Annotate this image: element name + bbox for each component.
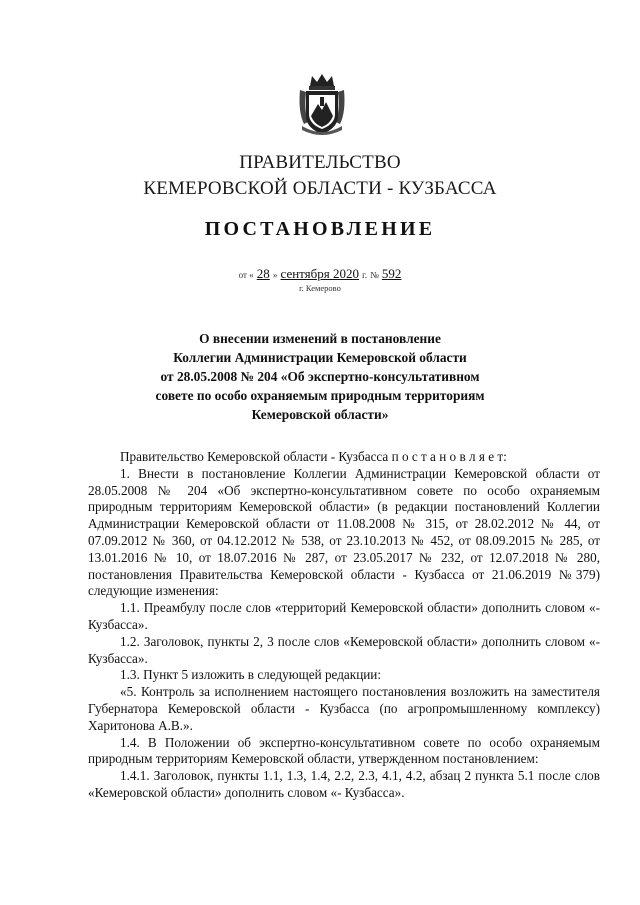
decree-number: 592 xyxy=(381,266,402,281)
paragraph: 1.2. Заголовок, пункты 2, 3 после слов «Кемеровской области» дополнить словом «- Кузбасса». xyxy=(88,633,600,666)
government-name-line1: ПРАВИТЕЛЬСТВО xyxy=(239,152,401,173)
paragraph: 1. Внести в постановление Коллегии Администрации Кемеровской области от 28.05.2008 № 204 «Об экспертно-консультативном совете по особо охраняемым природным территориям Кемеровской области» (в редакции постановлений Коллегии Администрации Кемеровской области от 11.08.2008 № 315, от 28.02.2012 № 44, от 07.09.2012 № 360, от 04.12.2012 № 538, от 23.10.2013 № 452, от 08.09.2015 № 285, от 13.01.2016 № 10, от 18.07.2016 № 287, от 23.05.2017 № 232, от 12.07.2018 № 280, постановления Правительства Кемеровской области - Кузбасса от 21.06.2019 №379) следующие изменения: xyxy=(88,465,600,599)
date-quote-close: » xyxy=(272,270,278,280)
city-name: г. Кемерово xyxy=(299,283,341,293)
paragraph: 1.1. Преамбулу после слов «территорий Кемеровской области» дополнить словом «- Кузбасса». xyxy=(88,600,600,632)
decree-date-number xyxy=(0,266,640,282)
title-line: Коллегии Администрации Кемеровской области xyxy=(173,350,467,365)
date-month-year: сентября 2020 xyxy=(280,266,360,281)
paragraph: «5. Контроль за исполнением настоящего постановления возложить на заместителя Губернатора Кемеровской области - Кузбасса (по агропромышленному комплексу) Харитонова А.В.». xyxy=(88,684,600,733)
number-label: № xyxy=(370,270,379,280)
preamble-lead: Правительство Кемеровской области - Кузбасса xyxy=(120,449,389,464)
date-day: 28 xyxy=(256,266,270,281)
decree-body xyxy=(88,449,600,802)
paragraph: 1.4.1. Заголовок, пункты 1.1, 1.3, 1.4, 2.2, 2.3, 4.1, 4.2, абзац 2 пункта 5.1 после слов «Кемеровской области» дополнить словом «- Кузбасса». xyxy=(88,768,600,800)
document-type-heading: ПОСТАНОВЛЕНИЕ xyxy=(204,218,436,240)
paragraph: 1.3. Пункт 5 изложить в следующей редакции: xyxy=(120,667,382,683)
title-line: совете по особо охраняемым природным территориям xyxy=(155,388,485,403)
preamble-decides: п о с т а н о в л я е т: xyxy=(391,449,507,464)
title-line: от 28.05.2008 № 204 «Об экспертно-консультативном xyxy=(160,369,480,384)
date-year-suffix: г. xyxy=(362,270,368,280)
decree-title xyxy=(100,329,540,424)
government-name-line2: КЕМЕРОВСКОЙ ОБЛАСТИ - КУЗБАССА xyxy=(143,178,497,199)
kemerovo-coat-of-arms-icon xyxy=(296,72,348,136)
date-from-label: от « xyxy=(238,270,254,280)
paragraph: 1.4. В Положении об экспертно-консультативном совете по особо охраняемым природным территориям Кемеровской области, утвержденном постановлением: xyxy=(88,734,600,767)
title-line: О внесении изменений в постановление xyxy=(199,331,441,346)
preamble xyxy=(88,449,600,466)
title-line: Кемеровской области» xyxy=(251,407,389,422)
